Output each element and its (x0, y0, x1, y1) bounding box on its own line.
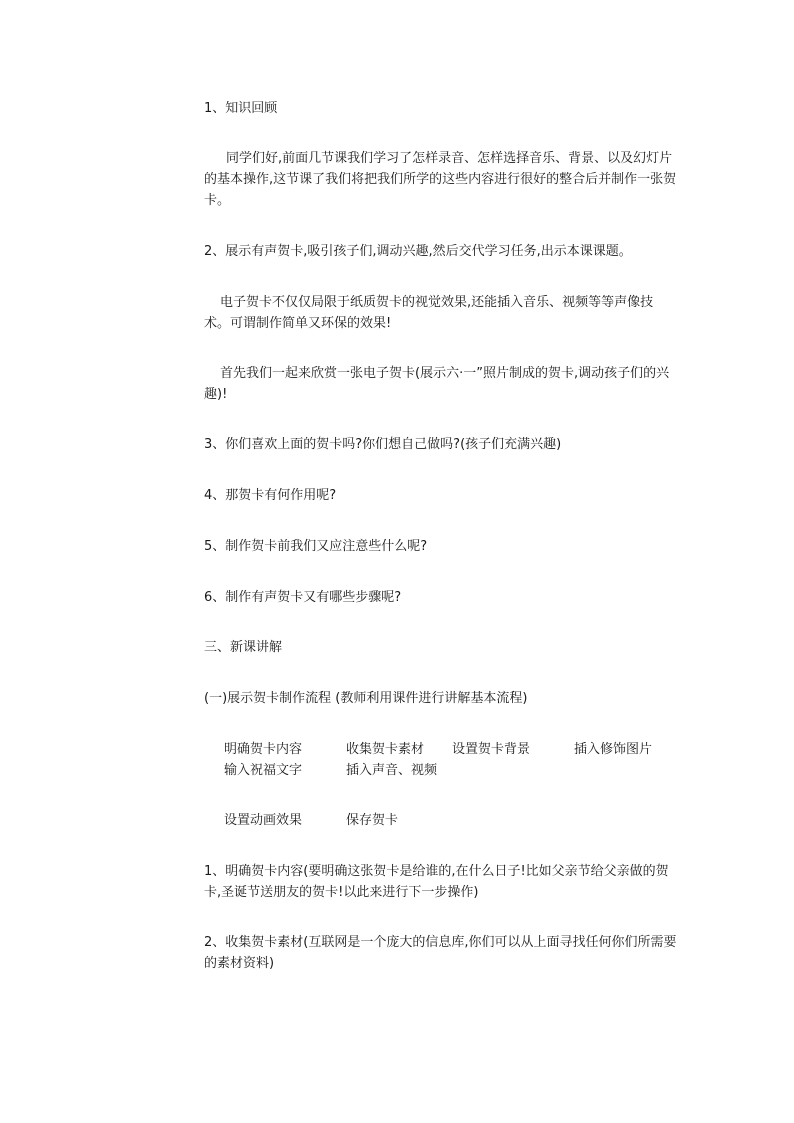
heading-card-process: (一)展示贺卡制作流程 (教师利用课件进行讲解基本流程) (204, 691, 528, 706)
question-card-notes: 5、制作贺卡前我们又应注意些什么呢? (204, 539, 428, 554)
flow-step-define-content: 明确贺卡内容 (224, 742, 303, 757)
paragraph-appreciate-ecard: 首先我们一起来欣赏一张电子贺卡(展示六·一”照片制成的贺卡,调动孩子们的兴趣)! (204, 366, 670, 402)
flow-step-save-card: 保存贺卡 (346, 813, 399, 828)
step-collect-materials-detail: 2、收集贺卡素材(互联网是一个庞大的信息库,你们可以从上面寻找任何你们所需要的素材资料) (204, 935, 677, 971)
flow-step-insert-images: 插入修饰图片 (574, 742, 653, 757)
flow-step-collect-materials: 收集贺卡素材 (346, 742, 425, 757)
question-like-card: 3、你们喜欢上面的贺卡吗?你们想自己做吗?(孩子们充满兴趣) (204, 437, 562, 452)
question-card-purpose: 4、那贺卡有何作用呢? (204, 488, 337, 503)
flow-step-set-animation: 设置动画效果 (224, 813, 303, 828)
flow-step-insert-media: 插入声音、视频 (346, 763, 438, 778)
step-define-content-detail: 1、明确贺卡内容(要明确这张贺卡是给谁的,在什么日子!比如父亲节给父亲做的贺卡,圣诞节送朋友的贺卡!以此来进行下一步操作) (204, 864, 669, 900)
paragraph-greeting: 同学们好,前面几节课我们学习了怎样录音、怎样选择音乐、背景、以及幻灯片的基本操作,这节课了我们将把我们所学的这些内容进行很好的整合后并制作一张贺卡。 (204, 151, 677, 208)
heading-new-lesson: 三、新课讲解 (204, 640, 283, 655)
item-show-card: 2、展示有声贺卡,吸引孩子们,调动兴趣,然后交代学习任务,出示本课课题。 (204, 244, 632, 259)
paragraph-ecard-intro: 电子贺卡不仅仅局限于纸质贺卡的视觉效果,还能插入音乐、视频等等声像技术。可谓制作简单又环保的效果! (204, 295, 654, 331)
question-card-steps: 6、制作有声贺卡又有哪些步骤呢? (204, 590, 402, 605)
flow-step-enter-greeting: 输入祝福文字 (224, 763, 303, 778)
flow-step-set-background: 设置贺卡背景 (452, 742, 531, 757)
heading-knowledge-review: 1、知识回顾 (204, 101, 278, 116)
